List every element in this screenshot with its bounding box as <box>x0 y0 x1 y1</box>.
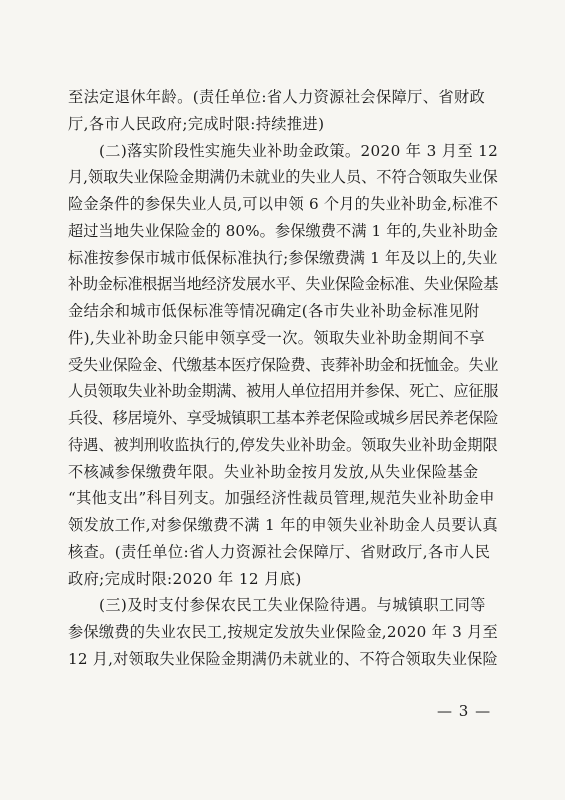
section-heading-line: (二)落实阶段性实施失业补助金政策。2020 年 3 月至 12 <box>99 141 499 160</box>
text-line: 受失业保险金、代缴基本医疗保险费、丧葬补助金和抚恤金。失业 <box>68 355 499 374</box>
section-heading-line: (三)及时支付参保农民工失业保险待遇。与城镇职工同等 <box>99 596 486 615</box>
text-line: 超过当地失业保险金的 80%。参保缴费不满 1 年的,失业补助金 <box>68 221 499 240</box>
text-line: 领发放工作,对参保缴费不满 1 年的申领失业补助金人员要认真 <box>68 516 499 534</box>
text-line: 金结余和城市低保标准等情况确定(各市失业补助金标准见附 <box>68 302 480 320</box>
text-line: 件),失业补助金只能申领享受一次。领取失业补助金期间不享 <box>68 328 485 347</box>
text-line: 厅,各市人民政府;完成时限:持续推进) <box>68 114 325 133</box>
text-line: 不核减参保缴费年限。失业补助金按月发放,从失业保险基金 <box>68 462 479 481</box>
text-line: 标准按参保市城市低保标准执行;参保缴费满 1 年及以上的,失业 <box>68 248 498 267</box>
text-line: “其他支出”科目列支。加强经济性裁员管理,规范失业补助金申 <box>68 489 495 508</box>
text-line: 12 月,对领取失业保险金期满仍未就业的、不符合领取失业保险 <box>68 649 498 668</box>
text-line: 待遇、被判刑收监执行的,停发失业补助金。领取失业补助金期限 <box>68 435 498 454</box>
body-text <box>68 84 498 673</box>
text-line: 核查。(责任单位:省人力资源社会保障厅、省财政厅,各市人民 <box>68 542 491 561</box>
text-line: 月,领取失业保险金期满仍未就业的失业人员、不符合领取失业保 <box>68 168 498 187</box>
text-line: 补助金标准根据当地经济发展水平、失业保险金标准、失业保险基 <box>68 275 499 294</box>
text-line: 政府;完成时限:2020 年 12 月底) <box>68 569 302 588</box>
text-line: 人员领取失业补助金期满、被用人单位招用并参保、死亡、应征服 <box>68 382 499 401</box>
text-line: 兵役、移居境外、享受城镇职工基本养老保险或城乡居民养老保险 <box>68 409 499 427</box>
text-line: 至法定退休年龄。(责任单位:省人力资源社会保障厅、省财政 <box>68 88 486 106</box>
text-line: 险金条件的参保失业人员,可以申领 6 个月的失业补助金,标准不 <box>68 195 499 213</box>
page-number: — 3 — <box>437 702 492 720</box>
text-line: 参保缴费的失业农民工,按规定发放失业保险金,2020 年 3 月至 <box>68 623 498 641</box>
